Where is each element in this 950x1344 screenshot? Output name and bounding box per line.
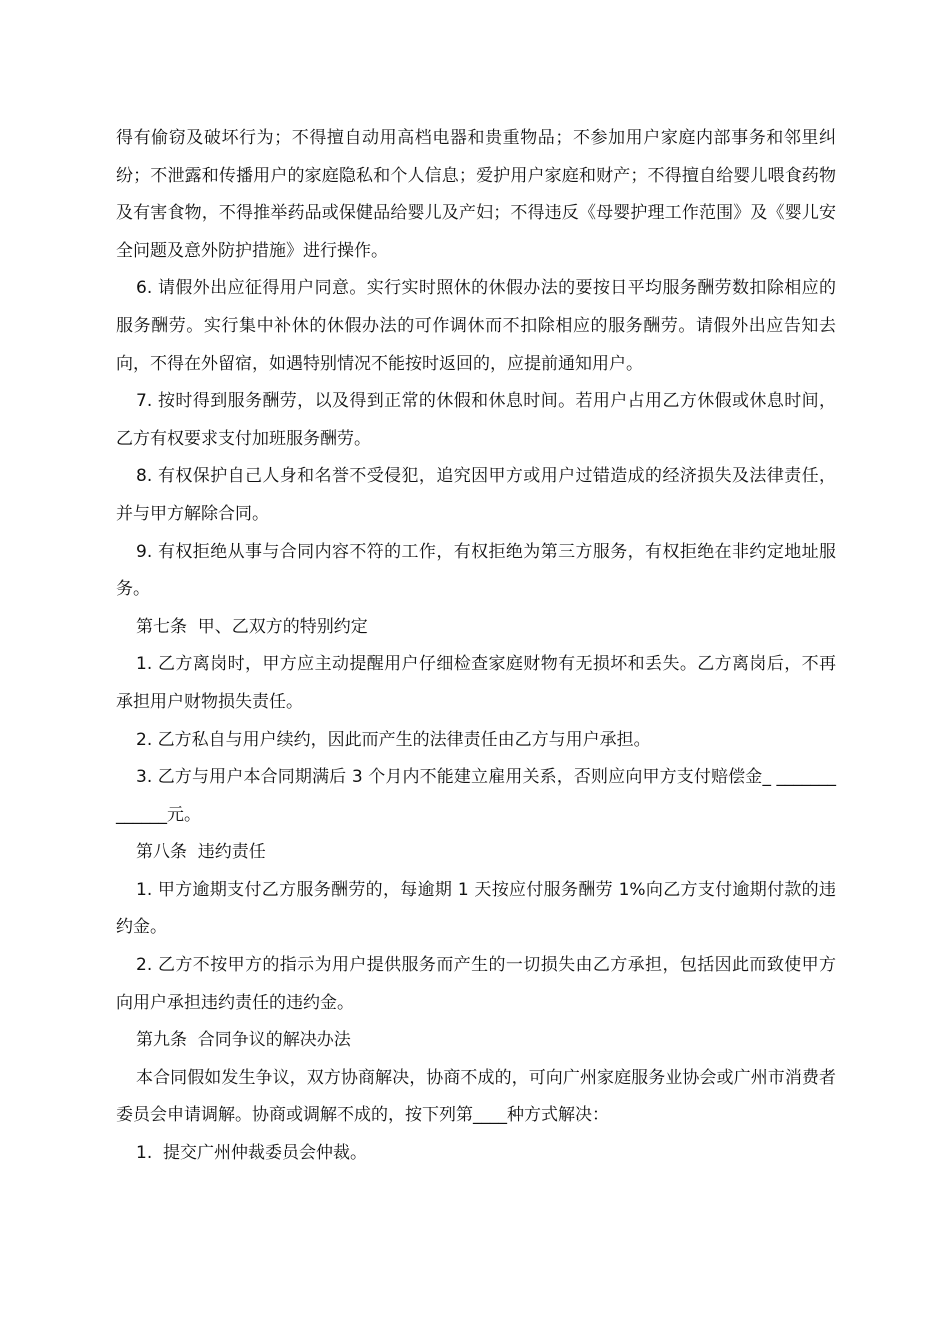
paragraph-item-7-pay: 7. 按时得到服务酬劳，以及得到正常的休假和休息时间。若用户占用乙方休假或休息时间，乙方有权要求支付加班服务酬劳。 (116, 391, 836, 449)
paragraph-article-7-item-3: 3. 乙方与用户本合同期满后 3 个月内不能建立雇用关系，否则应向甲方支付赔偿金_ _____________元。 (116, 767, 836, 825)
paragraph-item-6-leave: 6. 请假外出应征得用户同意。实行实时照休的休假办法的要按日平均服务酬劳数扣除相应的服务酬劳。实行集中补休的休假办法的可作调休而不扣除相应的服务酬劳。请假外出应告知去向，不得在外留宿，如遇特别情况不能按时返回的，应提前通知用户。 (116, 278, 836, 374)
paragraph-item-9-refuse: 9. 有权拒绝从事与合同内容不符的工作，有权拒绝为第三方服务，有权拒绝在非约定地址服务。 (116, 541, 836, 600)
document-body (116, 120, 836, 1173)
paragraph-article-9-intro: 本合同假如发生争议，双方协商解决，协商不成的，可向广州家庭服务业协会或广州市消费者委员会申请调解。协商或调解不成的，按下列第____种方式解决： (116, 1067, 836, 1126)
paragraph-article-8-item-1: 1. 甲方逾期支付乙方服务酬劳的，每逾期 1 天按应付服务酬劳 1%向乙方支付逾期付款的违约金。 (116, 879, 836, 938)
section-heading-article-8: 第八条 违约责任 (136, 842, 266, 863)
paragraph-article-9-option-1: 1. 提交广州仲裁委员会仲裁。 (136, 1143, 368, 1164)
paragraph-conduct-rules: 得有偷窃及破坏行为；不得擅自动用高档电器和贵重物品；不参加用户家庭内部事务和邻里纠纷；不泄露和传播用户的家庭隐私和个人信息；爱护用户家庭和财产；不得擅自给婴儿喂食药物及有害食物，不得推举药品或保健品给婴儿及产妇；不得违反《母婴护理工作范围》及《婴儿安全问题及意外防护措施》进行操作。 (116, 128, 836, 261)
paragraph-article-7-item-1: 1. 乙方离岗时，甲方应主动提醒用户仔细检查家庭财物有无损坏和丢失。乙方离岗后，不再承担用户财物损失责任。 (116, 654, 836, 712)
section-heading-article-7: 第七条 甲、乙双方的特别约定 (136, 616, 368, 637)
paragraph-item-8-rights: 8. 有权保护自己人身和名誉不受侵犯，追究因甲方或用户过错造成的经济损失及法律责任，并与甲方解除合同。 (116, 466, 836, 524)
paragraph-article-7-item-2: 2. 乙方私自与用户续约，因此而产生的法律责任由乙方与用户承担。 (136, 729, 651, 750)
paragraph-article-8-item-2: 2. 乙方不按甲方的指示为用户提供服务而产生的一切损失由乙方承担，包括因此而致使甲方向用户承担违约责任的违约金。 (116, 955, 836, 1013)
section-heading-article-9: 第九条 合同争议的解决办法 (136, 1030, 351, 1051)
